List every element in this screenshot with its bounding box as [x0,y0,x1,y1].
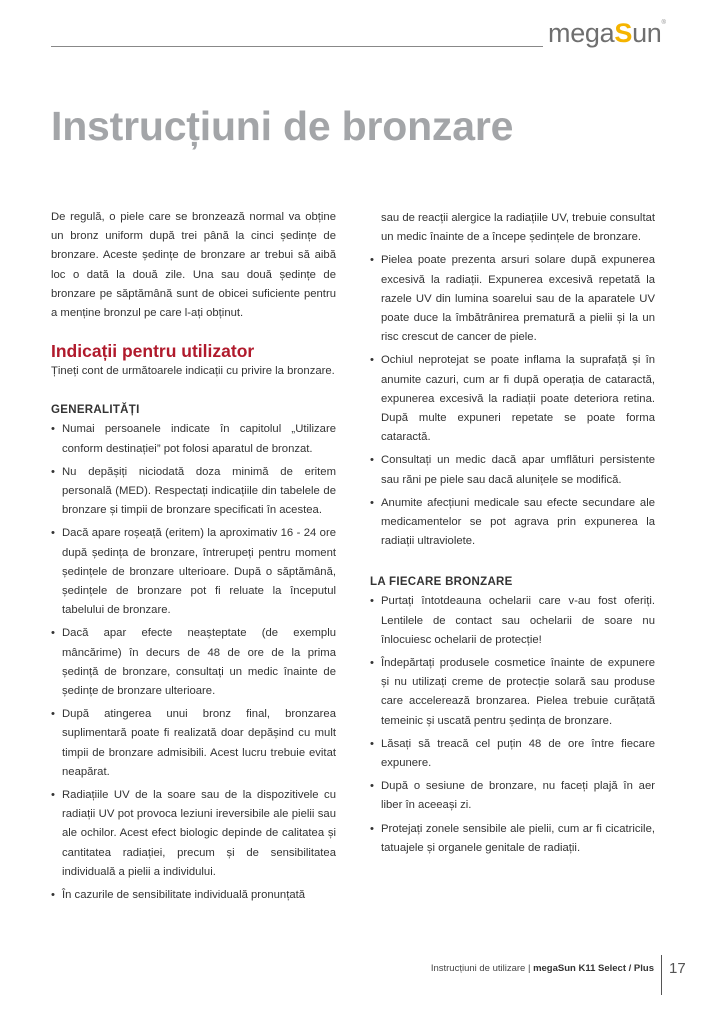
la-fiecare-heading: LA FIECARE BRONZARE [370,576,513,589]
bullet-icon: • [370,822,374,835]
list-item: • Pielea poate prezenta arsuri solare după expunerea excesivă la radiații. Expunerea excesivă repetată la razele UV din lumina soarelui sau de la aparatele UV poate duce la îmbătrânirea prematură a pielii și la un risc crescut de cancer de piele. [370,251,655,347]
bullet-icon: • [51,423,55,436]
logo-letter-s: S [614,18,633,48]
bullet-icon: • [370,780,374,793]
list-item: • Lăsați să treacă cel puțin 48 de ore între fiecare expunere. [370,735,655,773]
bullet-icon: • [51,889,55,902]
list-item: • Dacă apar efecte neașteptate (de exemplu mâncărime) în decurs de 48 de ore de la prima ședință de bronzare, consultați un medic înainte de ședințe de bronzare ulterioare. [51,624,336,701]
right-column [370,209,655,862]
list-item: • Nu depășiți niciodată doza minimă de eritem personală (MED). Respectați indicațiile din tabelele de bronzare și timpii de bronzare specificati în acestea. [51,463,336,521]
list-item: • După atingerea unui bronz final, bronzarea suplimentară poate fi realizată doar depășind cu mult timpii de bronzare admisibili. Acest lucru trebuie evitat neapărat. [51,705,336,782]
intro-paragraph: De regulă, o piele care se bronzează normal va obține un bronz uniform după trei până la cinci ședințe de bronzare. Aceste ședințe de bronzare ar trebui să aibă loc o dată la două zile. Una sau două ședințe de bronzare pe săptămână sunt de obicei suficiente pentru a menține bronzul pe care l-ați obținut. [51,211,336,320]
bullet-icon: • [51,527,55,540]
bullet-icon: • [370,496,374,509]
section-title: Indicații pentru utilizator [51,341,255,362]
generalitati-list-continued [370,251,655,551]
la-fiecare-list [370,592,655,858]
logo-text-mega: mega [548,18,615,48]
list-item: • Ochiul neprotejat se poate inflama la suprafață și în anumite cazuri, cum ar fi după operația de cataractă, expunerea excesivă la radiații poate deteriora retina. După multe expuneri repetate se poate forma cataractă. [370,351,655,447]
footer-divider [661,955,662,995]
bullet-icon: • [370,737,374,750]
left-column [51,208,336,909]
list-item: • Anumite afecțiuni medicale sau efecte secundare ale medicamentelor se pot agrava prin expunerea la radiații ultraviolete. [370,494,655,552]
page-number: 17 [669,960,686,977]
header-rule [51,46,543,47]
logo-text-un: un [632,18,662,48]
bullet-icon: • [51,465,55,478]
section-lead: Țineți cont de următoarele indicații cu privire la bronzare. [51,365,335,378]
bullet-icon: • [370,354,374,367]
list-item: • Consultați un medic dacă apar umflături persistente sau răni pe piele sau dacă alunițele se modifică. [370,451,655,489]
bullet-icon: • [51,789,55,802]
bullet-icon: • [370,657,374,670]
footer-product-name: megaSun K11 Select / Plus [533,963,654,974]
list-item: • Protejați zonele sensibile ale pielii, cum ar fi cicatricile, tatuajele și organele genitale de radiații. [370,820,655,858]
footer-doc-label: Instrucțiuni de utilizare | [430,963,534,974]
megasun-logo [548,18,666,49]
bullet-icon: • [370,454,374,467]
list-item: • Purtați întotdeauna ochelarii care v-au fost oferiți. Lentilele de contact sau ochelarii de soare nu înlocuiesc ochelarii de protecție! [370,592,655,650]
list-item: • Îndepărtați produsele cosmetice înainte de expunere și nu utilizați creme de protecție solară sau produse care accelerează bronzarea. Pielea trebuie curățată temeinic și uscată pentru ședința de bronzare. [370,654,655,731]
page-title: Instrucțiuni de bronzare [51,103,514,149]
bullet-icon: • [51,627,55,640]
list-item: • În cazurile de sensibilitate individuală pronunțată [51,886,336,905]
list-item: • După o sesiune de bronzare, nu faceți plajă în aer liber în aceeași zi. [370,777,655,815]
list-item: • Radiațiile UV de la soare sau de la dispozitivele cu radiații UV pot provoca leziuni ireversibile ale pielii sau ale ochilor. Acest efect biologic depinde de calitatea și cantitatea radiației, precum și de sensibilitatea individuală a pielii a individului. [51,786,336,882]
bullet-icon: • [51,708,55,721]
list-item: • Numai persoanele indicate în capitolul „Utilizare conform destinației” pot folosi aparatul de bronzat. [51,420,336,458]
generalitati-heading: GENERALITĂȚI [51,404,140,417]
bullet-icon: • [370,254,374,267]
registered-mark: ® [661,20,666,26]
bullet-icon: • [370,595,374,608]
list-item-continuation: sau de reacții alergice la radiațiile UV, trebuie consultat un medic înainte de a începe ședințele de bronzare. [381,212,655,244]
generalitati-list [51,420,336,905]
list-item: • Dacă apare roșeață (eritem) la aproximativ 16 - 24 ore după ședința de bronzare, întrerupeți pentru moment ședințele de bronzare ulterioare. După o săptămână, ședințele de bronzare pot fi reluate la începutul tabelului de bronzare. [51,524,336,620]
footer-label [431,963,654,974]
